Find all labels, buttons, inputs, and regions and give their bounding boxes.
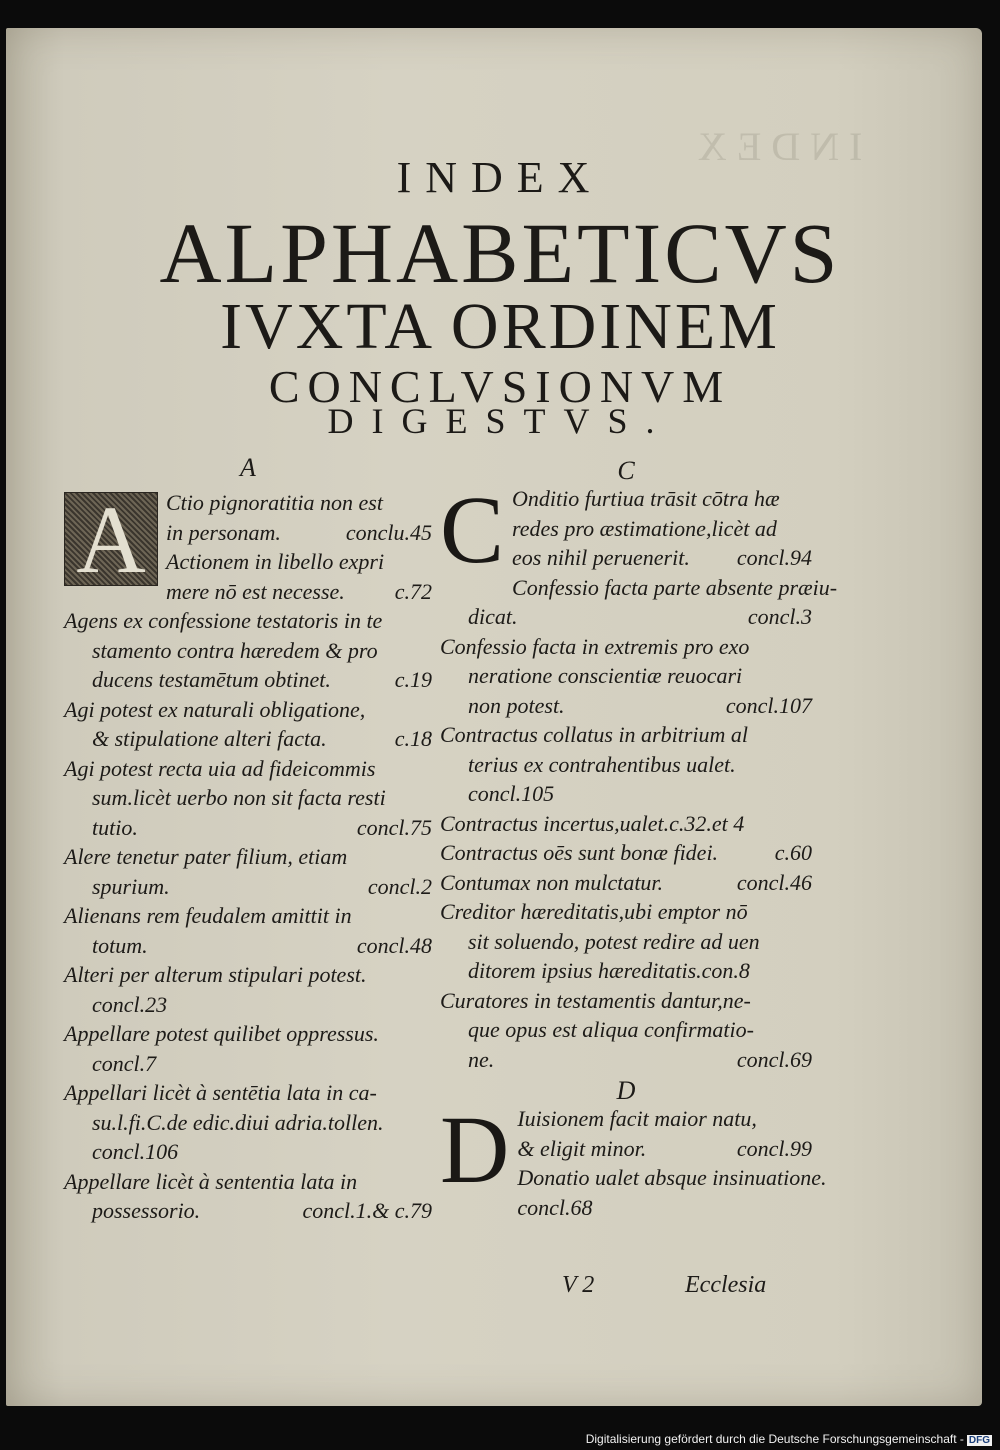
entry-line: Actionem in libello expri <box>166 549 385 574</box>
index-entry <box>440 809 812 839</box>
index-entry <box>440 838 812 868</box>
entry-reference: concl.46 <box>736 869 812 895</box>
entry-line: possessorio. concl.1.& c.79 <box>64 1196 432 1226</box>
index-column-right <box>440 456 838 1222</box>
digitization-notice-text: Digitalisierung gefördert durch die Deutsche Forschungsgemeinschaft - <box>585 1432 964 1446</box>
catchword: Ecclesia <box>685 1272 767 1298</box>
entry-reference: c.72 <box>394 578 432 604</box>
entry-reference: concl.48 <box>356 932 432 958</box>
section-a-entries <box>64 488 432 1226</box>
entry-line: Appellare potest quilibet oppressus. <box>64 1021 379 1046</box>
entry-line: su.l.fi.C.de edic.diui adria.tollen. <box>92 1109 384 1135</box>
index-entry <box>64 901 432 960</box>
index-entry <box>64 960 432 1019</box>
index-entry <box>64 606 432 695</box>
entry-line: concl.105 <box>468 781 555 806</box>
entry-line: ducens testamētum obtinet. c.19 <box>64 665 432 695</box>
drop-cap-a: A <box>64 492 158 586</box>
entry-line: concl.106 <box>92 1139 179 1164</box>
digitization-notice <box>586 1432 992 1446</box>
entry-reference: concl.2 <box>367 873 432 899</box>
entry-line: & eligit minor. concl.99 <box>440 1134 812 1164</box>
entry-line: Ctio pignoratitia non est <box>166 490 383 515</box>
entry-reference: c.18 <box>394 726 432 751</box>
entry-line: ditorem ipsius hæreditatis.con.8 <box>468 958 750 983</box>
entry-line: Creditor hæreditatis,ubi emptor nō <box>440 899 748 924</box>
entry-line: Confessio facta in extremis pro exo <box>440 633 750 659</box>
entry-line: Appellari licèt à sentētia lata in ca- <box>64 1080 377 1105</box>
section-d-entries <box>440 1096 827 1222</box>
section-c-entries <box>440 476 838 1074</box>
title-line-2: ALPHABETICVS <box>159 205 841 301</box>
entry-line: Agi potest recta uia ad fideicommis <box>64 755 376 781</box>
entry-line: totum. concl.48 <box>64 931 432 961</box>
index-entry <box>440 632 812 721</box>
index-entry <box>64 842 432 901</box>
entry-line: concl.68 <box>517 1194 593 1220</box>
entry-line: Donatio ualet absque insinuatione. <box>517 1165 827 1190</box>
dfg-logo: DFG <box>968 1435 990 1446</box>
entry-reference: conclu.45 <box>345 519 432 545</box>
entry-line: Contractus incertus,ualet.c.32.et 4 <box>440 810 745 836</box>
index-entry <box>64 1078 432 1167</box>
index-entry <box>440 476 812 583</box>
entry-reference: c.60 <box>774 840 812 865</box>
entry-reference: concl.107 <box>725 692 812 718</box>
entry-line: Contractus collatus in arbitrium al <box>440 722 749 747</box>
entry-line: Agens ex confessione testatoris in te <box>64 608 383 633</box>
index-entry <box>64 695 432 754</box>
entry-line: neratione conscientiæ reuocari <box>468 663 743 688</box>
entry-line: mere nō est necesse. c.72 <box>64 577 432 607</box>
signature-mark: V 2 <box>562 1272 595 1298</box>
section-letter-a: A <box>240 453 256 482</box>
entry-reference: concl.1.& c.79 <box>302 1198 432 1223</box>
entry-line: que opus est aliqua confirmatio- <box>468 1017 754 1042</box>
show-through-text: INDEX <box>687 124 862 169</box>
index-column-left <box>64 448 432 1226</box>
entry-line: Alere tenetur pater filium, etiam <box>64 844 348 869</box>
entry-reference: concl.69 <box>736 1046 812 1072</box>
entry-line: Confessio facta parte absente præiu- <box>512 574 838 600</box>
entry-reference: concl.75 <box>356 814 432 840</box>
entry-line: non potest. concl.107 <box>440 691 812 721</box>
entry-line: concl.7 <box>92 1050 157 1076</box>
title-line-5: DIGESTVS. <box>327 401 673 441</box>
entry-line: terius ex contrahentibus ualet. <box>468 751 736 777</box>
section-letter-c: C <box>617 456 635 485</box>
entry-line: Appellare licèt à sententia lata in <box>64 1168 358 1194</box>
entry-line: eos nihil peruenerit. concl.94 <box>440 543 812 573</box>
entry-line: Iuisionem facit maior natu, <box>517 1106 757 1131</box>
entry-line: sit soluendo, potest redire ad uen <box>468 928 760 954</box>
entry-line: stamento contra hæredem & pro <box>92 637 378 663</box>
index-entry <box>440 897 812 986</box>
index-entry <box>64 754 432 843</box>
section-letter-d: D <box>616 1076 636 1105</box>
entry-line: Contractus oēs sunt bonæ fidei. c.60 <box>440 838 812 868</box>
entry-reference: c.19 <box>394 667 432 692</box>
index-entry <box>440 868 812 898</box>
drop-cap-c: C <box>440 476 505 583</box>
entry-line: redes pro æstimatione,licèt ad <box>512 515 777 541</box>
entry-reference: concl.3 <box>747 604 812 629</box>
index-entry <box>440 986 812 1075</box>
entry-line: spurium. concl.2 <box>64 872 432 902</box>
entry-line: sum.licèt uerbo non sit facta resti <box>92 785 386 810</box>
entry-line: & stipulatione alteri facta. c.18 <box>64 724 432 754</box>
entry-line: Curatores in testamentis dantur,ne- <box>440 987 751 1013</box>
entry-line: in personam. conclu.45 <box>64 518 432 548</box>
entry-line: Onditio furtiua trāsit cōtra hæ <box>512 486 780 511</box>
entry-line: concl.23 <box>92 991 168 1017</box>
index-entry <box>440 720 812 809</box>
entry-line: ne. concl.69 <box>440 1045 812 1075</box>
entry-line: Alteri per alterum stipulari potest. <box>64 962 367 987</box>
title-line-4: CONCLVSIONVM <box>268 361 732 412</box>
drop-cap-d: D <box>440 1096 510 1203</box>
entry-reference: concl.99 <box>736 1135 812 1161</box>
entry-line: Agi potest ex naturali obligatione, <box>64 696 366 722</box>
index-entry <box>64 1167 432 1226</box>
entry-reference: concl.94 <box>736 545 812 570</box>
index-entry <box>64 1019 432 1078</box>
title-line-3: IVXTA ORDINEM <box>220 290 780 363</box>
entry-line: Alienans rem feudalem amittit in <box>64 903 352 928</box>
entry-line: tutio. concl.75 <box>64 813 432 843</box>
entry-line: Contumax non mulctatur. concl.46 <box>440 868 812 898</box>
title-line-1: INDEX <box>396 153 604 202</box>
entry-line: dicat. concl.3 <box>440 602 812 632</box>
